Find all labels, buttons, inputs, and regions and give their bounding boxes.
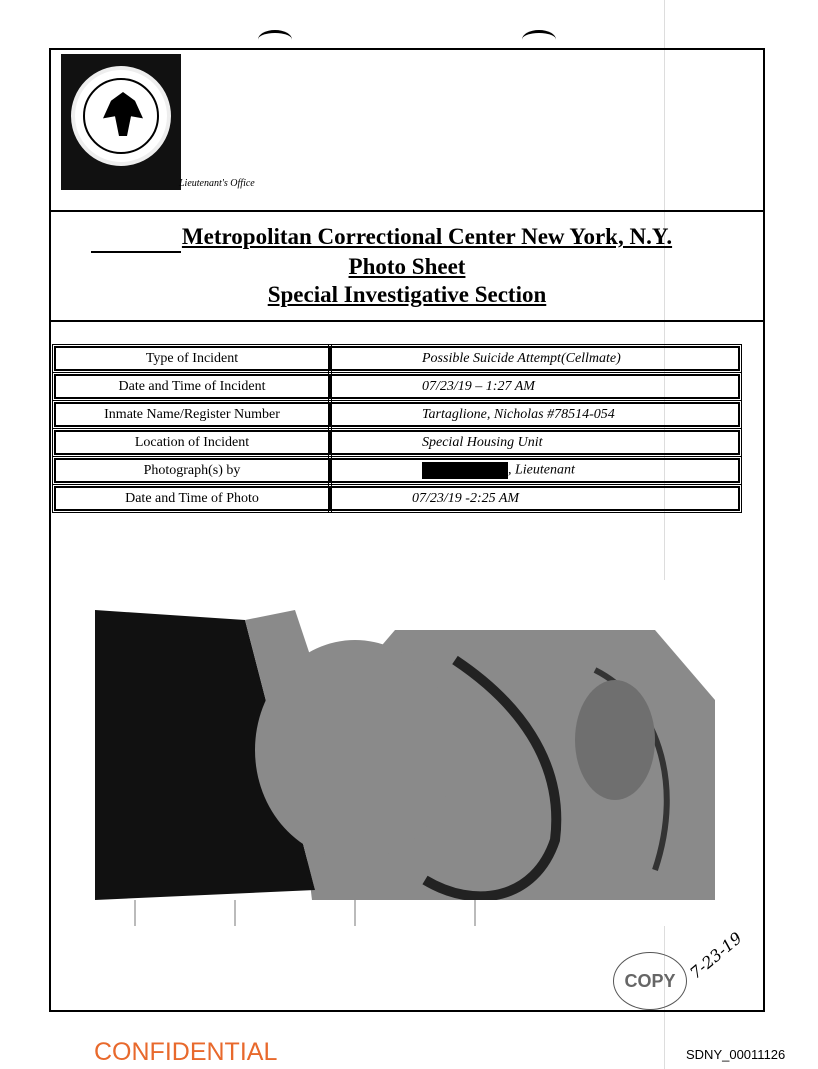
- table-row: [54, 402, 740, 427]
- row-label: Photograph(s) by: [54, 458, 330, 483]
- bates-number: SDNY_00011126: [686, 1047, 786, 1062]
- handwritten-date: 7-23-19: [686, 928, 746, 983]
- sheet-title: Photo Sheet: [348, 254, 466, 279]
- redaction-block: [422, 462, 508, 479]
- binder-hole-left: [258, 30, 292, 49]
- document-frame: [49, 48, 765, 1012]
- incident-photo: [95, 580, 715, 926]
- confidential-label: CONFIDENTIAL: [94, 1038, 278, 1066]
- row-label: Location of Incident: [54, 430, 330, 455]
- agency-seal: [61, 54, 181, 190]
- table-row: [54, 458, 740, 483]
- table-row: [54, 486, 740, 511]
- facility-title: Metropolitan Correctional Center New York, N.Y.: [181, 224, 673, 249]
- copy-stamp: COPY: [613, 952, 687, 1010]
- row-value: Tartaglione, Nicholas #78514-054: [330, 402, 740, 427]
- photo-image: [95, 580, 715, 926]
- binder-hole-right: [522, 30, 556, 49]
- table-row: [54, 346, 740, 371]
- table-row: [54, 374, 740, 399]
- row-label: Date and Time of Photo: [54, 486, 330, 511]
- title-section: [51, 210, 763, 322]
- row-value-photographer: [330, 458, 740, 483]
- incident-info-table: [54, 343, 740, 514]
- photographer-title: , Lieutenant: [508, 462, 575, 478]
- row-value: Possible Suicide Attempt(Cellmate): [330, 346, 740, 371]
- row-value: 07/23/19 – 1:27 AM: [330, 374, 740, 399]
- table-row: [54, 430, 740, 455]
- row-value: 07/23/19 -2:25 AM: [330, 486, 740, 511]
- title-underline-lead: [91, 251, 181, 253]
- seal-emblem: [71, 66, 171, 166]
- section-title: Special Investigative Section: [267, 282, 547, 307]
- row-label: Inmate Name/Register Number: [54, 402, 330, 427]
- row-value: Special Housing Unit: [330, 430, 740, 455]
- header-section: [51, 50, 763, 212]
- row-label: Type of Incident: [54, 346, 330, 371]
- office-label: Lieutenant's Office: [179, 178, 255, 189]
- row-label: Date and Time of Incident: [54, 374, 330, 399]
